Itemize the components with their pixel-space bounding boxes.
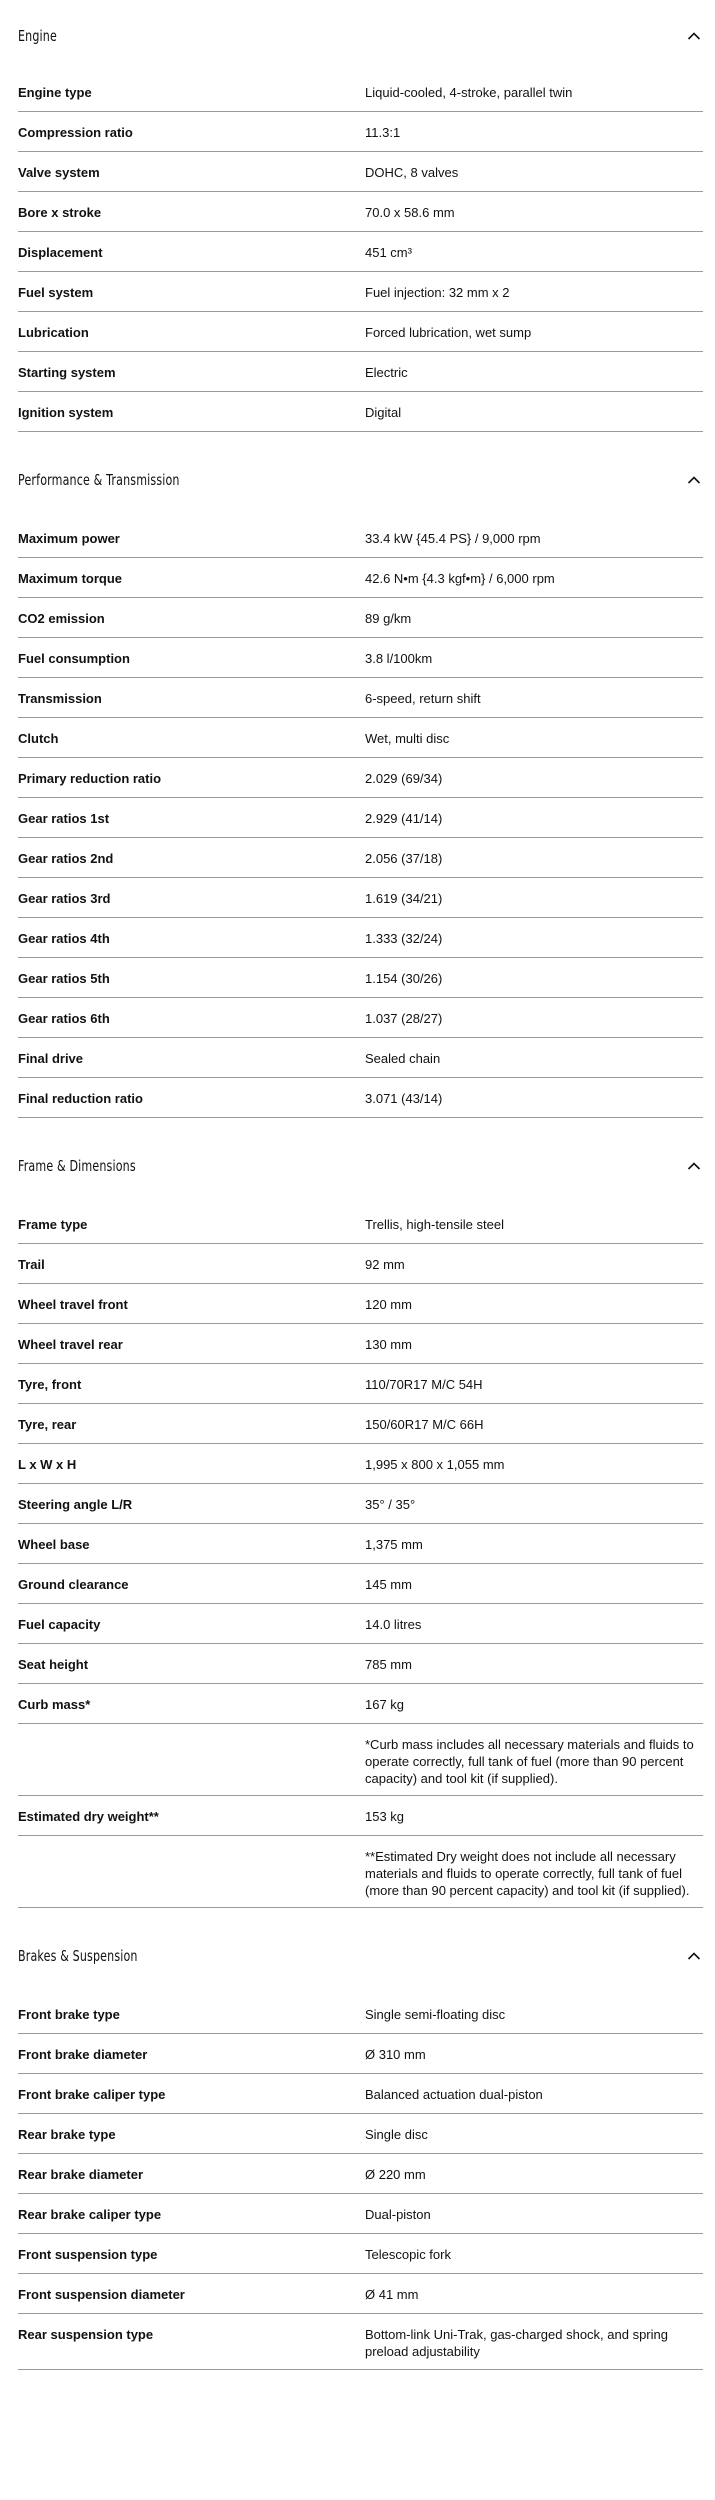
spec-row bbox=[18, 1078, 703, 1118]
spec-value: 2.029 (69/34) bbox=[365, 771, 443, 786]
spec-row bbox=[18, 1564, 703, 1604]
spec-label: Gear ratios 5th bbox=[18, 971, 110, 986]
section-title: Performance & Transmission bbox=[18, 471, 180, 489]
spec-row bbox=[18, 2274, 703, 2314]
spec-label: Gear ratios 2nd bbox=[18, 851, 114, 866]
spec-label: Gear ratios 1st bbox=[18, 811, 110, 826]
spec-row bbox=[18, 1684, 703, 1724]
section-title: Frame & Dimensions bbox=[18, 1157, 136, 1175]
chevron-up-icon[interactable] bbox=[686, 1158, 702, 1174]
spec-label: Front brake type bbox=[18, 2007, 120, 2022]
spec-value: Liquid-cooled, 4-stroke, parallel twin bbox=[365, 85, 573, 100]
spec-label: Rear brake caliper type bbox=[18, 2207, 162, 2222]
spec-value: 14.0 litres bbox=[365, 1617, 422, 1632]
spec-label: Final drive bbox=[18, 1051, 84, 1066]
spec-row bbox=[18, 2234, 703, 2274]
spec-row bbox=[18, 1524, 703, 1564]
spec-value: 2.056 (37/18) bbox=[365, 851, 443, 866]
spec-value: 1,375 mm bbox=[365, 1537, 423, 1552]
spec-label: Ignition system bbox=[18, 405, 114, 420]
spec-row bbox=[18, 1284, 703, 1324]
spec-label: CO2 emission bbox=[18, 611, 105, 626]
spec-value: 130 mm bbox=[365, 1337, 412, 1352]
spec-value: 150/60R17 M/C 66H bbox=[365, 1417, 484, 1432]
spec-value: Electric bbox=[365, 365, 408, 380]
spec-row bbox=[18, 392, 703, 432]
spec-label: Starting system bbox=[18, 365, 116, 380]
spec-row bbox=[18, 2074, 703, 2114]
spec-value: Telescopic fork bbox=[365, 2247, 451, 2262]
spec-row bbox=[18, 312, 703, 352]
spec-row bbox=[18, 1244, 703, 1284]
spec-value: 1,995 x 800 x 1,055 mm bbox=[365, 1457, 505, 1472]
spec-label: Steering angle L/R bbox=[18, 1497, 133, 1512]
spec-value: 3.8 l/100km bbox=[365, 651, 433, 666]
spec-row bbox=[18, 1404, 703, 1444]
spec-label: L x W x H bbox=[18, 1457, 77, 1472]
spec-label bbox=[18, 1724, 365, 1746]
spec-label: Maximum torque bbox=[18, 571, 123, 586]
spec-row bbox=[18, 2194, 703, 2234]
spec-label: Valve system bbox=[18, 165, 100, 180]
section-header-toggle[interactable] bbox=[18, 1128, 703, 1204]
spec-label: Fuel consumption bbox=[18, 651, 130, 666]
spec-row bbox=[18, 112, 703, 152]
spec-label: Maximum power bbox=[18, 531, 120, 546]
spec-row bbox=[18, 798, 703, 838]
spec-value: 167 kg bbox=[365, 1697, 405, 1712]
spec-label: Final reduction ratio bbox=[18, 1091, 143, 1106]
spec-section bbox=[18, 1128, 703, 1908]
spec-row bbox=[18, 2114, 703, 2154]
spec-row bbox=[18, 1604, 703, 1644]
spec-value: 1.154 (30/26) bbox=[365, 971, 443, 986]
spec-label: Wheel travel rear bbox=[18, 1337, 123, 1352]
spec-row bbox=[18, 2314, 703, 2370]
spec-value: 89 g/km bbox=[365, 611, 412, 626]
spec-section bbox=[18, 1918, 703, 2370]
spec-label: Fuel capacity bbox=[18, 1617, 101, 1632]
spec-label: Fuel system bbox=[18, 285, 94, 300]
spec-value: Wet, multi disc bbox=[365, 731, 450, 746]
spec-label: Tyre, rear bbox=[18, 1417, 77, 1432]
spec-label: Lubrication bbox=[18, 325, 89, 340]
spec-label: Front brake caliper type bbox=[18, 2087, 166, 2102]
spec-row bbox=[18, 2154, 703, 2194]
spec-row bbox=[18, 152, 703, 192]
spec-row bbox=[18, 1836, 703, 1908]
spec-row bbox=[18, 878, 703, 918]
spec-value: 153 kg bbox=[365, 1809, 405, 1824]
spec-value: Ø 220 mm bbox=[365, 2167, 426, 2182]
spec-row bbox=[18, 1038, 703, 1078]
spec-value: *Curb mass includes all necessary materials and fluids to operate correctly, full tank of fuel (more than 90 percent capacity) and tool kit (if supplied). bbox=[365, 1737, 694, 1786]
spec-value: Bottom-link Uni-Trak, gas-charged shock, and spring preload adjustability bbox=[365, 2327, 668, 2359]
spec-label: Ground clearance bbox=[18, 1577, 129, 1592]
spec-value: Fuel injection: 32 mm x 2 bbox=[365, 285, 510, 300]
spec-row bbox=[18, 998, 703, 1038]
spec-label: Frame type bbox=[18, 1217, 88, 1232]
spec-value: 70.0 x 58.6 mm bbox=[365, 205, 455, 220]
section-header-toggle[interactable] bbox=[18, 442, 703, 518]
spec-row bbox=[18, 352, 703, 392]
spec-value: 6-speed, return shift bbox=[365, 691, 481, 706]
spec-label: Rear brake diameter bbox=[18, 2167, 144, 2182]
chevron-up-icon[interactable] bbox=[686, 472, 702, 488]
spec-table bbox=[18, 518, 703, 1118]
spec-value: Digital bbox=[365, 405, 402, 420]
section-spacer bbox=[18, 1118, 703, 1128]
spec-row bbox=[18, 192, 703, 232]
spec-section bbox=[18, 442, 703, 1118]
spec-table bbox=[18, 1204, 703, 1908]
spec-value: Sealed chain bbox=[365, 1051, 441, 1066]
spec-label: Rear brake type bbox=[18, 2127, 116, 2142]
spec-row bbox=[18, 758, 703, 798]
spec-value: Balanced actuation dual-piston bbox=[365, 2087, 543, 2102]
spec-value: Single semi-floating disc bbox=[365, 2007, 506, 2022]
spec-row bbox=[18, 1324, 703, 1364]
spec-label: Estimated dry weight** bbox=[18, 1809, 159, 1824]
spec-value: Forced lubrication, wet sump bbox=[365, 325, 532, 340]
chevron-up-icon[interactable] bbox=[686, 28, 702, 44]
spec-value: Trellis, high-tensile steel bbox=[365, 1217, 504, 1232]
spec-label: Curb mass* bbox=[18, 1697, 91, 1712]
spec-row bbox=[18, 1796, 703, 1836]
spec-label: Primary reduction ratio bbox=[18, 771, 162, 786]
spec-label: Clutch bbox=[18, 731, 59, 746]
spec-value: Ø 310 mm bbox=[365, 2047, 426, 2062]
spec-row bbox=[18, 232, 703, 272]
spec-row bbox=[18, 1644, 703, 1684]
spec-label: Tyre, front bbox=[18, 1377, 82, 1392]
spec-row bbox=[18, 272, 703, 312]
spec-row bbox=[18, 838, 703, 878]
spec-row bbox=[18, 518, 703, 558]
spec-value: 785 mm bbox=[365, 1657, 412, 1672]
spec-value: DOHC, 8 valves bbox=[365, 165, 459, 180]
spec-row bbox=[18, 638, 703, 678]
spec-row bbox=[18, 1444, 703, 1484]
spec-label: Rear suspension type bbox=[18, 2327, 154, 2342]
spec-row bbox=[18, 72, 703, 112]
spec-label: Displacement bbox=[18, 245, 103, 260]
spec-table bbox=[18, 72, 703, 432]
spec-value: 120 mm bbox=[365, 1297, 412, 1312]
section-header-toggle[interactable] bbox=[18, 1918, 703, 1994]
spec-label: Front brake diameter bbox=[18, 2047, 148, 2062]
spec-value: 1.037 (28/27) bbox=[365, 1011, 443, 1026]
spec-row bbox=[18, 678, 703, 718]
spec-label: Front suspension diameter bbox=[18, 2287, 185, 2302]
section-title: Engine bbox=[18, 27, 57, 45]
spec-row bbox=[18, 718, 703, 758]
spec-value: 145 mm bbox=[365, 1577, 412, 1592]
spec-row bbox=[18, 1724, 703, 1796]
spec-section bbox=[18, 0, 703, 432]
spec-row bbox=[18, 598, 703, 638]
section-spacer bbox=[18, 432, 703, 442]
spec-label: Engine type bbox=[18, 85, 92, 100]
spec-row bbox=[18, 1204, 703, 1244]
spec-value: 42.6 N•m {4.3 kgf•m} / 6,000 rpm bbox=[365, 571, 555, 586]
spec-label: Gear ratios 3rd bbox=[18, 891, 111, 906]
spec-row bbox=[18, 1364, 703, 1404]
spec-label: Gear ratios 4th bbox=[18, 931, 110, 946]
spec-row bbox=[18, 2034, 703, 2074]
spec-value: Single disc bbox=[365, 2127, 428, 2142]
spec-row bbox=[18, 1484, 703, 1524]
section-title: Brakes & Suspension bbox=[18, 1947, 138, 1965]
spec-value: 451 cm³ bbox=[365, 245, 412, 260]
spec-row bbox=[18, 918, 703, 958]
spec-label: Transmission bbox=[18, 691, 102, 706]
section-spacer bbox=[18, 1908, 703, 1918]
spec-value: 35° / 35° bbox=[365, 1497, 416, 1512]
spec-label: Wheel base bbox=[18, 1537, 90, 1552]
spec-value: 92 mm bbox=[365, 1257, 405, 1272]
spec-value: 11.3:1 bbox=[365, 125, 401, 140]
spec-label: Trail bbox=[18, 1257, 45, 1272]
section-header-toggle[interactable] bbox=[18, 0, 703, 72]
spec-value: **Estimated Dry weight does not include all necessary materials and fluids to operate correctly, full tank of fuel (more than 90 percent capacity) and tool kit (if supplied). bbox=[365, 1849, 690, 1898]
spec-table bbox=[18, 1994, 703, 2370]
spec-value: 33.4 kW {45.4 PS} / 9,000 rpm bbox=[365, 531, 541, 546]
spec-label: Bore x stroke bbox=[18, 205, 102, 220]
spec-row bbox=[18, 958, 703, 998]
spec-label: Gear ratios 6th bbox=[18, 1011, 110, 1026]
spec-value: 3.071 (43/14) bbox=[365, 1091, 443, 1106]
spec-value: Dual-piston bbox=[365, 2207, 431, 2222]
spec-value: 1.333 (32/24) bbox=[365, 931, 443, 946]
spec-value: 110/70R17 M/C 54H bbox=[365, 1377, 483, 1392]
spec-label: Compression ratio bbox=[18, 125, 133, 140]
spec-label: Wheel travel front bbox=[18, 1297, 128, 1312]
spec-value: Ø 41 mm bbox=[365, 2287, 419, 2302]
chevron-up-icon[interactable] bbox=[686, 1948, 702, 1964]
spec-value: 1.619 (34/21) bbox=[365, 891, 443, 906]
spec-label bbox=[18, 1836, 365, 1858]
spec-row bbox=[18, 1994, 703, 2034]
spec-label: Front suspension type bbox=[18, 2247, 158, 2262]
spec-label: Seat height bbox=[18, 1657, 89, 1672]
spec-value: 2.929 (41/14) bbox=[365, 811, 443, 826]
spec-row bbox=[18, 558, 703, 598]
